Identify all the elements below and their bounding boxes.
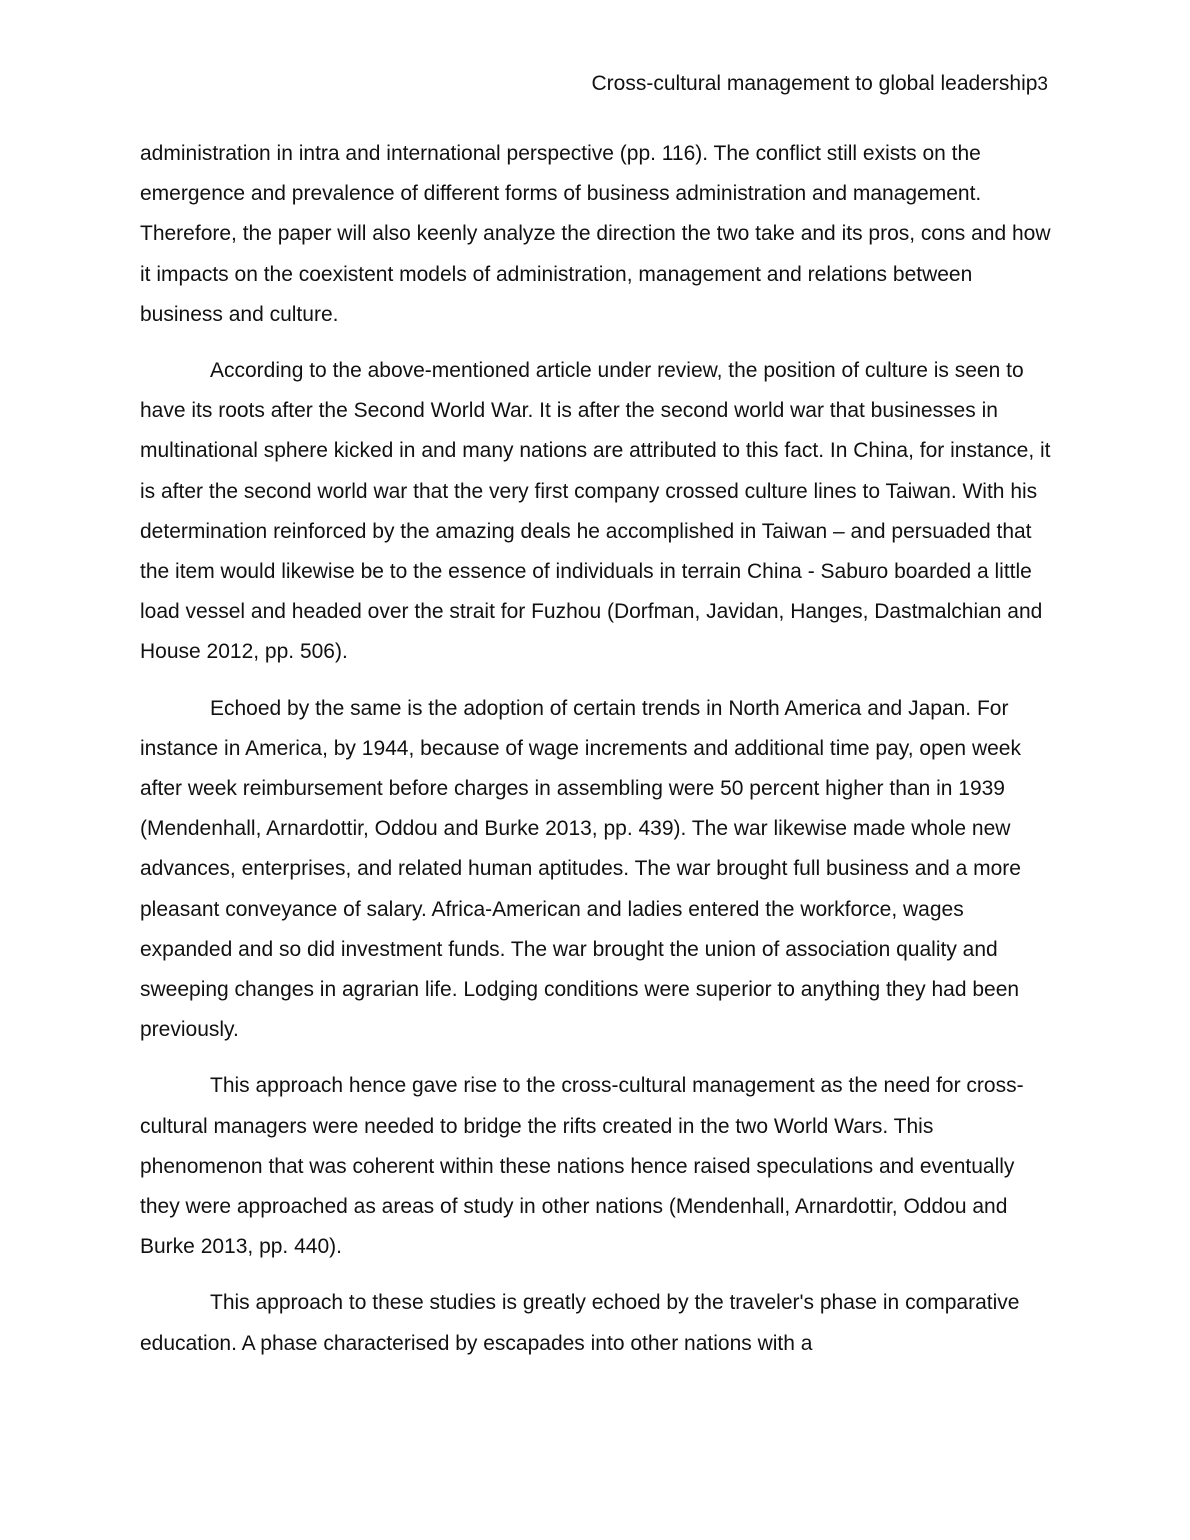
running-header	[592, 70, 1048, 99]
paragraph-continuation: administration in intra and international perspective (pp. 116). The conflict still exists on the emergence and prevalence of different forms of business administration and management. Therefore, the paper will also keenly analyze the direction the two take and its pros, cons and how it impacts on the coexistent models of administration, management and relations between business and culture.	[140, 142, 1051, 326]
running-head-title: Cross-cultural management to global leadership	[591, 72, 1038, 95]
paragraph-travelers-phase: This approach to these studies is greatly echoed by the traveler's phase in comparative education. A phase characterised by escapades into other nations with a	[140, 1291, 1020, 1355]
page-number: 3	[1037, 74, 1048, 95]
paragraph-culture-origins: According to the above-mentioned article under review, the position of culture is seen to have its roots after the Second World War. It is after the second world war that businesses in multinational sphere kicked in and many nations are attributed to this fact. In China, for instance, it is after the second world war that the very first company crossed culture lines to Taiwan. With his determination reinforced by the amazing deals he accomplished in Taiwan – and persuaded that the item would likewise be to the essence of individuals in terrain China - Saburo boarded a little load vessel and headed over the strait for Fuzhou (Dorfman, Javidan, Hanges, Dastmalchian and House 2012, pp. 506).	[140, 359, 1051, 664]
paragraph-cross-cultural-management: This approach hence gave rise to the cross-cultural management as the need for cross-cultural managers were needed to bridge the rifts created in the two World Wars. This phenomenon that was coherent within these nations hence raised speculations and eventually they were approached as areas of study in other nations (Mendenhall, Arnardottir, Oddou and Burke 2013, pp. 440).	[140, 1074, 1024, 1259]
paragraph-north-america-japan: Echoed by the same is the adoption of certain trends in North America and Japan. For instance in America, by 1944, because of wage increments and additional time pay, open week after week reimbursement before charges in assembling were 50 percent higher than in 1939 (Mendenhall, Arnardottir, Oddou and Burke 2013, pp. 439). The war likewise made whole new advances, enterprises, and related human aptitudes. The war brought full business and a more pleasant conveyance of salary. Africa-American and ladies entered the workforce, wages expanded and so did investment funds. The war brought the union of association quality and sweeping changes in agrarian life. Lodging conditions were superior to anything they had been previously.	[140, 696, 1021, 1042]
body-text	[140, 134, 1052, 1380]
